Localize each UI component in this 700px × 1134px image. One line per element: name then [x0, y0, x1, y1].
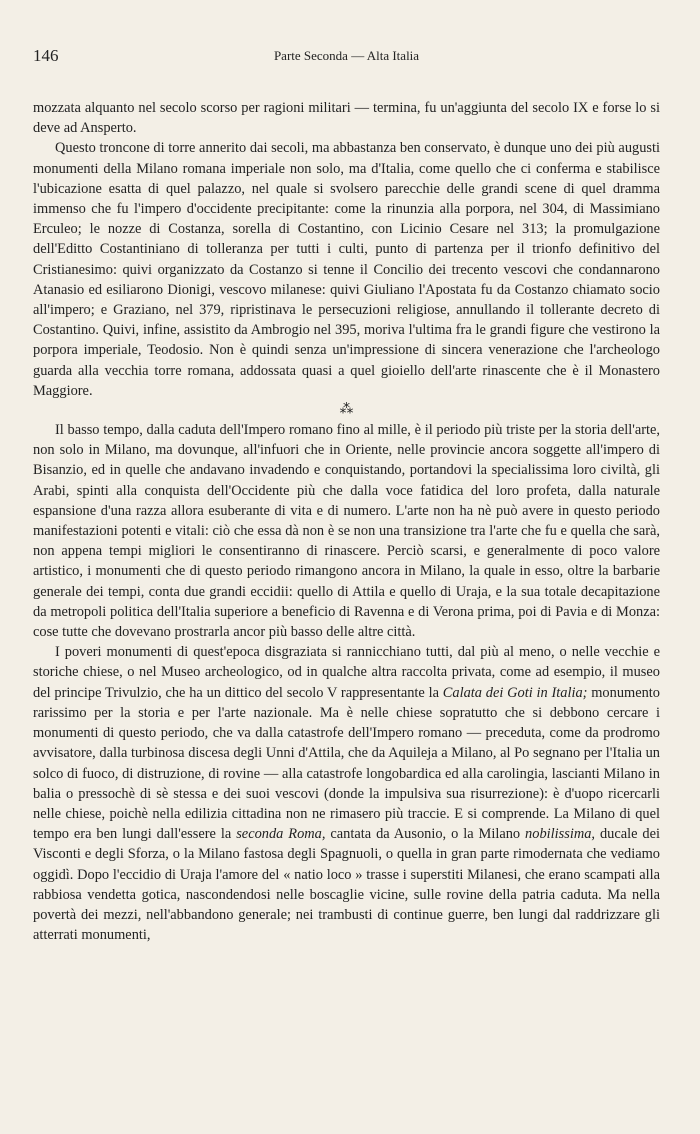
running-title: Parte Seconda — Alta Italia	[273, 48, 420, 63]
paragraph	[33, 138, 660, 401]
text-run: mozzata alquanto nel secolo scorso per ragioni militari — termina, fu un'aggiunta del secolo IX e forse lo si deve ad Ansperto.	[33, 100, 660, 137]
text-run: Il basso tempo, dalla caduta dell'Impero romano fino al mille, è il periodo più triste per la storia dell'arte, non solo in Milano, ma dovunque, all'infuori che in Oriente, nelle provincie ancora soggette all'impero di Bisanzio, ed in quelle che andavano invadendo e conquistando, portandovi la specialissima loro civiltà, gli Arabi, spinti alla conquista dell'Occidente più che dalla voce fatidica del loro profeta, dalla naturale espansione d'una razza allora esuberante di vita e di numero. L'arte non ha nè può avere in questo periodo manifestazioni potenti e vitali: ciò che essa dà non è se non una transizione tra l'arte che fu e quella che sarà, non appena tempi migliori le consentiranno di rinascere. Perciò scarsi, e generalmente di poco valore artistico, i monumenti che di questo periodo rimangono ancora in Milano, la quale in esso, oltre la barbarie generale dei tempi, conta due grandi eccidii: quello di Attila e quello di Uraja, e la sua totale decapitazione da metropoli politica dell'Italia superiore a beneficio di Ravenna e di Verona prima, poi di Pavia e di Monza: cose tutte che dovevano prostrarla ancor più basso delle altre città.	[33, 422, 660, 641]
body-text	[33, 98, 660, 945]
asterism: ⁂	[339, 402, 354, 418]
section-separator	[33, 403, 660, 417]
text-run: cantata da Ausonio, o la Milano	[325, 826, 526, 843]
text-run: Questo troncone di torre annerito dai secoli, ma abbastanza ben conservato, è dunque uno dei più augusti monumenti della Milano romana imperiale non solo, ma d'Italia, come quello che ci conferma e stabilisce l'ubicazione esatta di quel palazzo, nel quale si svolsero parecchie delle grandi scene di quel dramma immenso che fu l'impero d'occidente precipitante: come la rinunzia alla porpora, nel 304, di Massimiano Erculeo; le nozze di Costanza, sorella di Costantino, con Licinio Cesare nel 313; la promulgazione dell'Editto Costantiniano di tolleranza per tutti i culti, punto di partenza per il trionfo definitivo del Cristianesimo: quivi organizzato da Costanzo si tenne il Concilio dei trecento vescovi che condannarono Atanasio ed esiliarono Dionigi, vescovo milanese: quivi Giuliano l'Apostata fu da Costanzo chiamato socio all'impero; e Graziano, nel 379, ripristinava le persecuzioni religiose, annullando il tollerante decreto di Costantino. Quivi, infine, assistito da Ambrogio nel 395, moriva l'ultima fra le grandi figure che vestirono la porpora imperiale, Teodosio. Non è quindi senza un'impressione di sincera venerazione che l'archeologo guarda alla vecchia torre romana, addossata quasi a quel gioiello dell'arte rinascente che è il Monastero Maggiore.	[33, 140, 660, 399]
paragraph	[33, 642, 660, 945]
italic-text: Calata dei Goti in Italia;	[442, 684, 588, 701]
page-header	[33, 46, 660, 70]
text-run: ducale dei Visconti e degli Sforza, o la Milano fastosa degli Spagnuoli, o quella in gran parte rimodernata che vediamo oggidì. Dopo l'eccidio di Uraja l'amore del « natio loco » trasse i superstiti Milanesi, che erano scampati alla rabbiosa vendetta gotica, nascondendosi nelle boscaglie vicine, sulle rovine della patria caduta. Ma nella povertà dei mezzi, nell'abbandono generale; nei trambusti di continue guerre, ben lungi dal raddrizzare gli atterrati monumenti,	[33, 826, 661, 944]
page-number: 146	[33, 46, 59, 65]
paragraph	[33, 98, 660, 138]
text-run: monumento rarissimo per la storia e per l'arte nazionale. Ma è nelle chiese sopratutto che si debbono cercare i monumenti di questo periodo, che va dalla catastrofe dell'Impero romano — preceduta, come da prodromo avvisatore, dalla turbinosa discesa degli Unni d'Attila, che da Aquileja a Milano, al Po segnano per l'Italia un solco di fuoco, di distruzione, di rovine — alla catastrofe longobardica ed alla carolingia, lascianti Milano in balia o pressochè di sè stessa e dei suoi vescovi (donde la impulsiva sua risurrezione): è d'uopo ricercarli nelle chiese, poichè nella edilizia cittadina non ne rimasero più traccie. E si comprende. La Milano di quel tempo era ben lungi dall'essere la	[33, 684, 660, 843]
text-run: I poveri monumenti di quest'epoca disgraziata si rannicchiano tutti, dal più al meno, o nelle vecchie e storiche chiese, o nel Museo archeologico, od in qualche altra raccolta privata, come ad esempio, il museo del principe Trivulzio, che ha un dittico del secolo V rappresentante la	[33, 644, 660, 701]
italic-text: nobilissima,	[525, 826, 596, 843]
paragraph	[33, 420, 660, 642]
italic-text: seconda Roma,	[236, 826, 326, 843]
